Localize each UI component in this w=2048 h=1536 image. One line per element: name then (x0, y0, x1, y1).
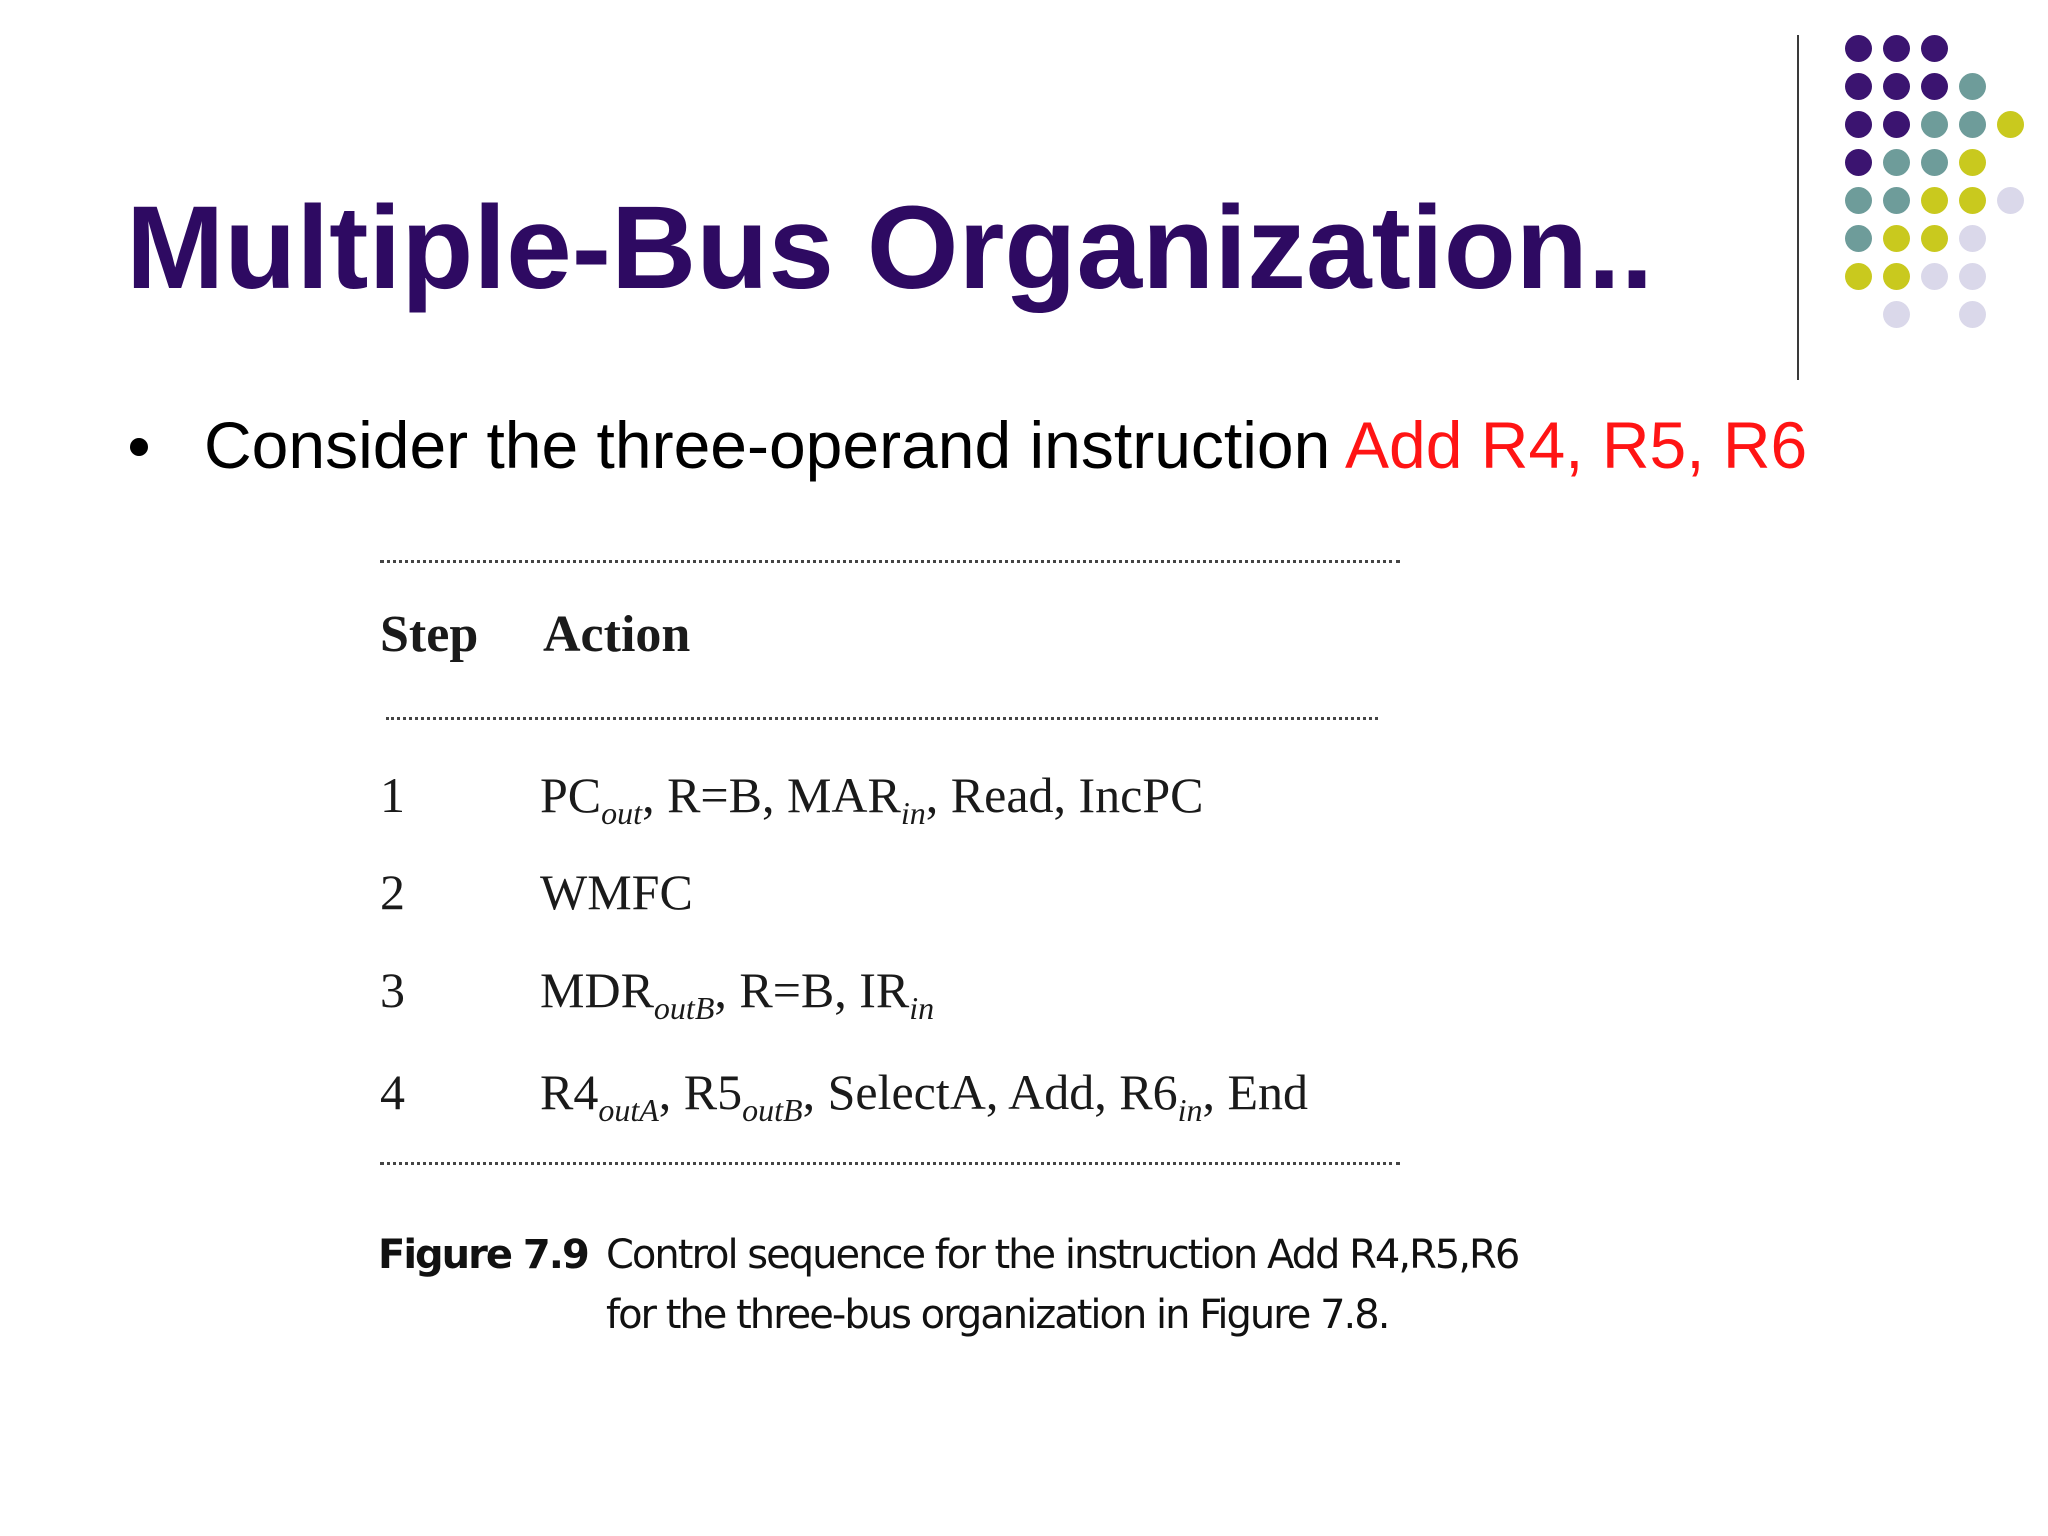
decorative-dot (1959, 263, 1986, 290)
decorative-dot (1959, 225, 1986, 252)
step-action (540, 765, 1204, 843)
decorative-dot (1845, 111, 1872, 138)
step-number: 1 (380, 767, 405, 823)
decorative-dot (1921, 263, 1948, 290)
table-row (378, 765, 1478, 835)
bullet-highlight-instruction: Add R4, R5, R6 (1345, 408, 1808, 482)
action-subscript: outA (598, 1092, 659, 1128)
decorative-dot (1959, 187, 1986, 214)
decorative-dot (1921, 187, 1948, 214)
action-text: WMFC (540, 864, 693, 920)
step-number: 3 (380, 962, 405, 1018)
step-action (540, 862, 693, 922)
action-text: PC (540, 767, 602, 823)
decorative-dot (1997, 111, 2024, 138)
title-divider (1797, 35, 1799, 380)
decorative-dot (1883, 301, 1910, 328)
decorative-dot (1883, 149, 1910, 176)
action-text: , SelectA, Add, R6 (802, 1064, 1178, 1120)
action-subscript: in (909, 990, 935, 1026)
table-header-rule (386, 717, 1378, 720)
decorative-dot (1959, 149, 1986, 176)
action-subscript: outB (653, 990, 715, 1026)
decorative-dot (1883, 111, 1910, 138)
column-header-step: Step (380, 606, 479, 663)
decorative-dot (1845, 149, 1872, 176)
figure-control-sequence (378, 545, 1578, 1365)
decorative-dot (1845, 263, 1872, 290)
decorative-dot (1845, 73, 1872, 100)
decorative-dot (1845, 35, 1872, 62)
action-text: , Read, IncPC (925, 767, 1204, 823)
decorative-dot (1959, 111, 1986, 138)
decorative-dot (1921, 111, 1948, 138)
decorative-dot (1921, 35, 1948, 62)
action-text: , End (1202, 1064, 1309, 1120)
decorative-dot (1883, 263, 1910, 290)
figure-caption-line-2: for the three-bus organization in Figure 7.8. (606, 1292, 1389, 1338)
decorative-dot (1845, 187, 1872, 214)
action-text: , R=B, MAR (642, 767, 901, 823)
action-subscript: in (900, 795, 926, 831)
slide-title: Multiple-Bus Organization.. (126, 182, 1654, 314)
step-number: 4 (380, 1064, 405, 1120)
decorative-dot (1845, 225, 1872, 252)
action-subscript: out (601, 795, 643, 831)
decorative-dot (1921, 149, 1948, 176)
figure-caption-line-1: Control sequence for the instruction Add R4,R5,R6 (606, 1232, 1519, 1278)
decorative-dot (1883, 35, 1910, 62)
decorative-dot (1921, 225, 1948, 252)
table-top-rule (380, 560, 1400, 563)
table-row (378, 862, 1478, 932)
table-row (378, 1062, 1478, 1132)
action-subscript: outB (742, 1092, 803, 1128)
action-text: , R5 (658, 1064, 743, 1120)
action-text: R4 (540, 1064, 599, 1120)
bullet-text (204, 405, 1807, 485)
bullet-dot-icon (130, 438, 148, 456)
action-text: MDR (540, 962, 654, 1018)
step-number: 2 (380, 864, 405, 920)
step-action (540, 1062, 1308, 1140)
decorative-dot (1883, 225, 1910, 252)
action-text: , R=B, IR (714, 962, 910, 1018)
figure-caption-label: Figure 7.9 (378, 1232, 588, 1278)
figure-caption-text (606, 1225, 1586, 1345)
decorative-dot (1959, 73, 1986, 100)
decorative-dot (1883, 187, 1910, 214)
decorative-dot (1883, 73, 1910, 100)
decorative-dot (1959, 301, 1986, 328)
decorative-dot (1997, 187, 2024, 214)
column-header-action: Action (543, 606, 691, 663)
table-bottom-rule (380, 1162, 1400, 1165)
step-action (540, 960, 934, 1038)
table-row (378, 960, 1478, 1030)
decorative-dot (1921, 73, 1948, 100)
bullet-plain-text: Consider the three-operand instruction (204, 408, 1346, 482)
action-subscript: in (1177, 1092, 1203, 1128)
